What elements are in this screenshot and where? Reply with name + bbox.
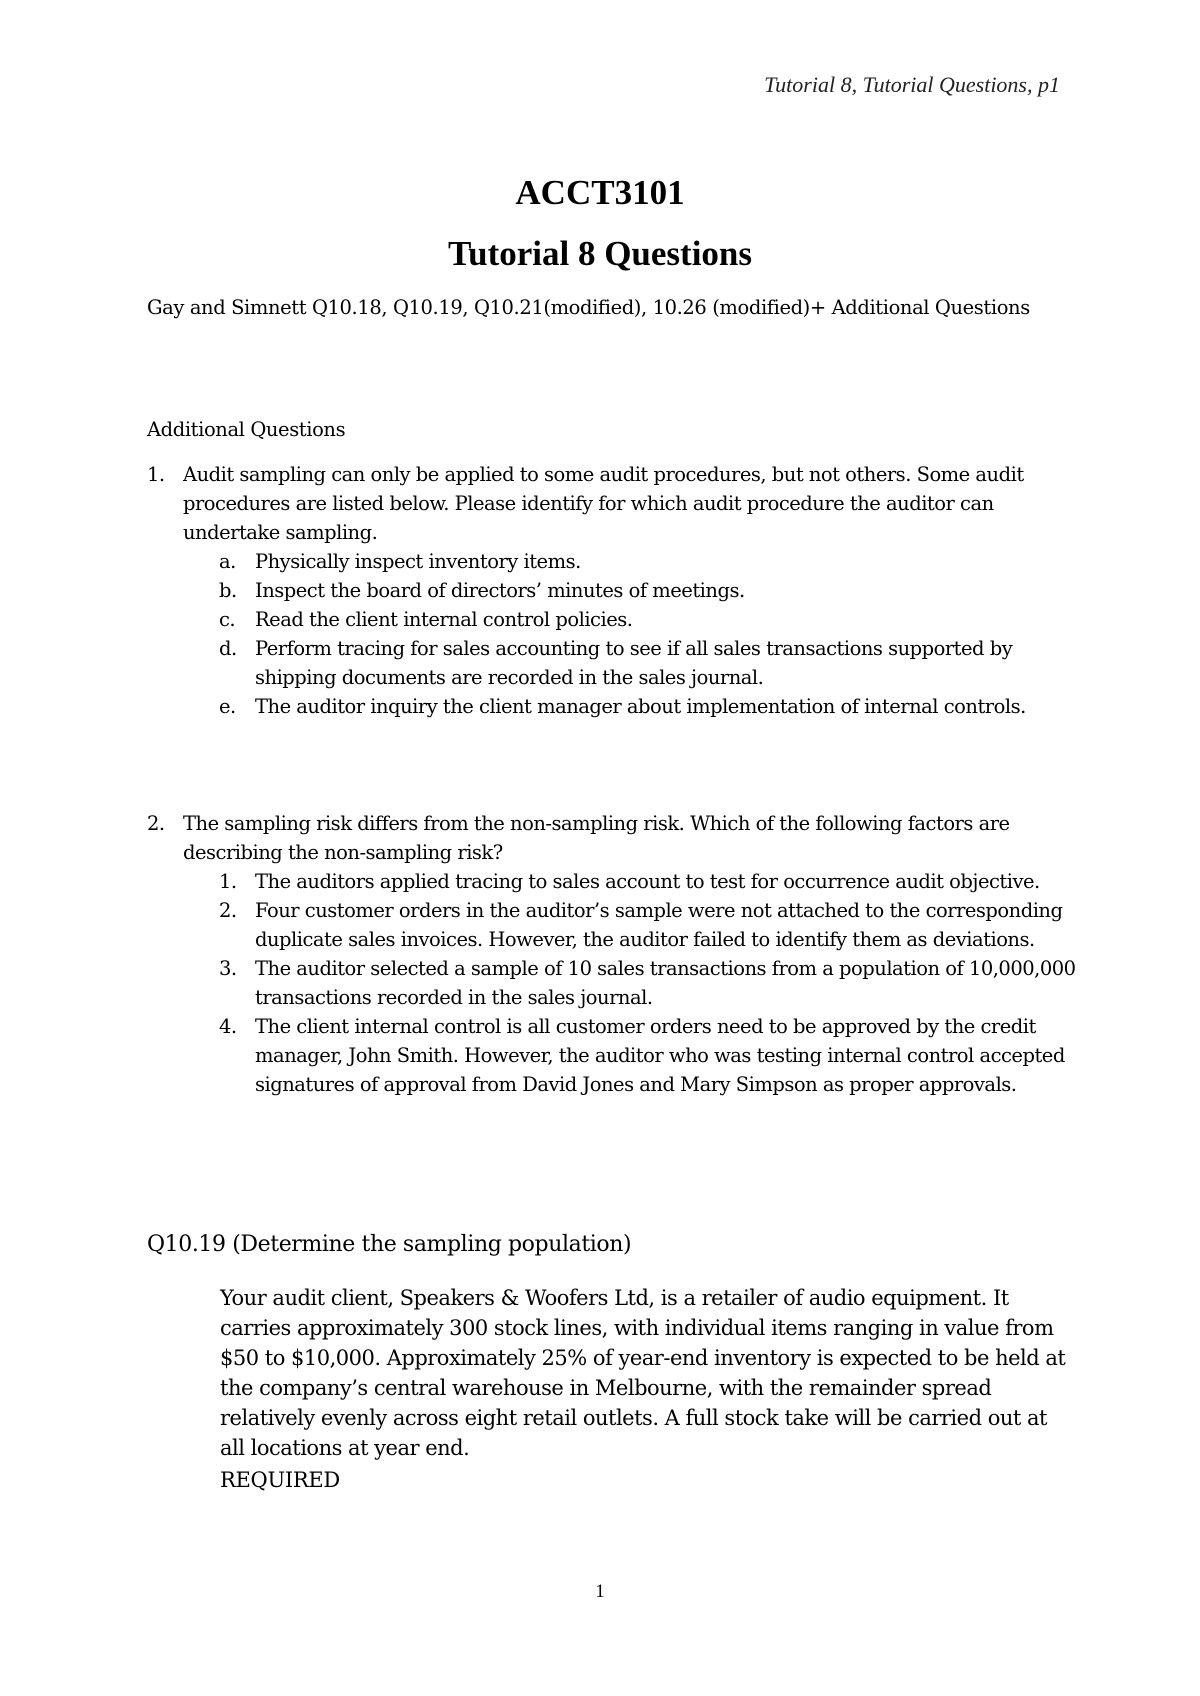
list-item [147, 634, 1077, 692]
course-code-title: ACCT3101 [515, 173, 685, 212]
question-2-options [147, 867, 1077, 1099]
list-item [147, 605, 1077, 634]
question-2-stem [147, 809, 1077, 867]
list-item-text: Inspect the board of directors’ minutes of meetings. [255, 579, 745, 602]
list-item [147, 692, 1077, 721]
list-item-text: The auditor selected a sample of 10 sales transactions from a population of 10,000,000 transactions recorded in the sales journal. [255, 957, 1076, 1009]
question-1-options [147, 547, 1077, 721]
list-item [147, 896, 1077, 954]
list-marker: 4. [219, 1015, 237, 1038]
question-references: Gay and Simnett Q10.18, Q10.19, Q10.21(modified), 10.26 (modified)+ Additional Questions [147, 296, 1030, 319]
list-marker: 2. [219, 899, 237, 922]
q10-19-body: Your audit client, Speakers & Woofers Ltd, is a retailer of audio equipment. It carries approximately 300 stock lines, with individual items ranging in value from $50 to $10,000. Approximately 25% of year-end inventory is expected to be held at the company’s central warehouse in Melbourne, with the remainder spread relatively evenly across eight retail outlets. A full stock take will be carried out at all locations at year end. [220, 1286, 1066, 1460]
running-header: Tutorial 8, Tutorial Questions, p1 [764, 72, 1060, 97]
page-number: 1 [595, 1581, 605, 1602]
question-2-text: The sampling risk differs from the non-sampling risk. Which of the following factors are describing the non-sampling risk? [183, 812, 1010, 864]
list-marker: e. [219, 695, 236, 718]
list-item-text: The auditors applied tracing to sales account to test for occurrence audit objective. [255, 870, 1040, 893]
list-marker: 1. [219, 870, 237, 893]
list-item [147, 954, 1077, 1012]
list-item-text: Physically inspect inventory items. [255, 550, 581, 573]
list-item [147, 1012, 1077, 1099]
question-2-number: 2. [147, 812, 165, 835]
required-label: REQUIRED [220, 1468, 340, 1492]
list-item [147, 547, 1077, 576]
question-1 [147, 460, 1077, 721]
question-1-stem [147, 460, 1077, 547]
q10-19-heading: Q10.19 (Determine the sampling population) [147, 1232, 632, 1257]
question-1-number: 1. [147, 463, 165, 486]
question-2 [147, 809, 1077, 1099]
list-item-text: Perform tracing for sales accounting to see if all sales transactions supported by shipping documents are recorded in the sales journal. [255, 637, 1013, 689]
list-item-text: The auditor inquiry the client manager about implementation of internal controls. [255, 695, 1026, 718]
list-marker: c. [219, 608, 236, 631]
list-item-text: The client internal control is all customer orders need to be approved by the credit manager, John Smith. However, the auditor who was testing internal control accepted signatures of approval from David Jones and Mary Simpson as proper approvals. [255, 1015, 1065, 1096]
list-item-text: Read the client internal control policies. [255, 608, 633, 631]
tutorial-title: Tutorial 8 Questions [447, 234, 753, 273]
additional-questions-heading: Additional Questions [147, 418, 346, 441]
list-item-text: Four customer orders in the auditor’s sample were not attached to the corresponding duplicate sales invoices. However, the auditor failed to identify them as deviations. [255, 899, 1063, 951]
list-marker: a. [219, 550, 236, 573]
list-item [147, 576, 1077, 605]
list-marker: d. [219, 637, 237, 660]
question-1-text: Audit sampling can only be applied to some audit procedures, but not others. Some audit procedures are listed below. Please identify for which audit procedure the auditor can undertake sampling. [183, 463, 1024, 544]
list-marker: 3. [219, 957, 237, 980]
list-item [147, 867, 1077, 896]
list-marker: b. [219, 579, 237, 602]
